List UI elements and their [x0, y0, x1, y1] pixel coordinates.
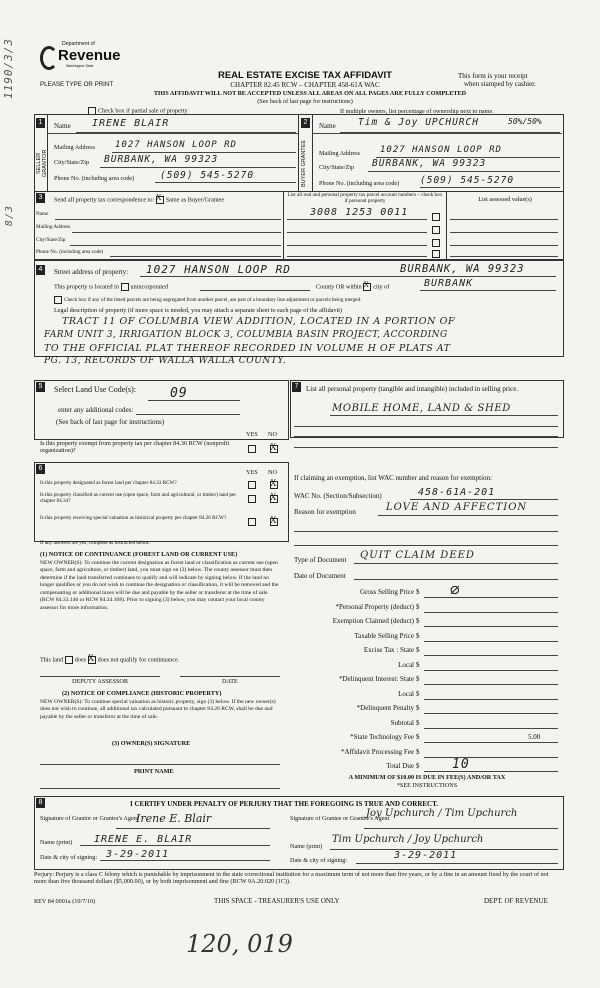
seller-name-label: Name	[54, 122, 71, 130]
property-street[interactable]: 1027 HANSON LOOP RD	[146, 263, 291, 276]
bottom-handwritten-number: 120, 019	[186, 930, 293, 958]
sec3-phone-label: Phone No. (including area code)	[36, 249, 104, 255]
see-instructions: *SEE INSTRUCTIONS	[396, 782, 458, 789]
buyer-phone[interactable]: (509) 545-5270	[420, 175, 515, 186]
receipt-1: This form is your receipt	[458, 72, 528, 80]
legal-label: Legal description of property (if more space is needed, you may attach a separate sheet to each page of the affidavit)	[54, 307, 342, 314]
doc-type-label: Type of Document	[294, 556, 347, 564]
dept-revenue: DEPT. OF REVENUE	[484, 897, 548, 905]
section-4-number: 4	[36, 265, 45, 275]
grantee-signature[interactable]: Joy Upchurch / Tim Upchurch	[366, 808, 518, 819]
buyer-percentage[interactable]: 50%/50%	[508, 117, 542, 126]
section-5-number: 5	[36, 382, 45, 392]
buyer-name-label: Name	[319, 122, 336, 130]
notice-2-title: (2) NOTICE OF COMPLIANCE (HISTORIC PROPERTY)	[62, 690, 222, 697]
same-as-buyer-checkbox[interactable]: X	[156, 196, 164, 204]
legal-line-3[interactable]: TO THE OFFICIAL PLAT THEREOF RECORDED IN VOLUME H OF PLATS AT	[44, 343, 451, 354]
legal-line-2[interactable]: FARM UNIT 3, IRRIGATION BLOCK 3, COLUMBIA BASIN PROJECT, ACCORDING	[44, 330, 448, 340]
parcel-3-personal-checkbox[interactable]	[432, 239, 440, 247]
partial-sale[interactable]: Check box if partial sale of property	[88, 107, 188, 115]
tax-row: *Delinquent Interest: State $	[294, 675, 560, 689]
parcel-4-personal-checkbox[interactable]	[432, 250, 440, 258]
parcel-1-personal-checkbox[interactable]	[432, 213, 440, 221]
sec6-no: NO	[268, 469, 277, 476]
grantor-print-name[interactable]: IRENE E. BLAIR	[94, 834, 193, 845]
parcel-list-label: List all real and personal property tax parcel account numbers – check box if personal property	[287, 192, 443, 204]
notice-2-text: NEW OWNER(S): To continue special valuation as historic property, sign (3) below. If the new owner(s) does not wish to continue, all additional tax calculated pursuant to chapter 84.26 RCW, shall be due and payable by the seller or transferor at the time of sale.	[40, 699, 276, 720]
seller-phone[interactable]: (509) 545-5270	[160, 170, 255, 181]
form-title: REAL ESTATE EXCISE TAX AFFIDAVIT	[217, 70, 392, 81]
logo-sub: Washington State	[66, 64, 94, 68]
tax-row: *State Technology Fee $ 5.00	[294, 733, 560, 747]
minimum-due: A MINIMUM OF $10.00 IS DUE IN FEE(S) AND/OR TAX	[348, 774, 506, 781]
seller-city[interactable]: BURBANK, WA 99323	[104, 154, 219, 165]
multiple-owners-note: If multiple owners, list percentage of ownership next to name.	[340, 108, 494, 115]
personal-property-label: List all personal property (tangible and intangible) included in selling price.	[306, 385, 519, 393]
land-use-code[interactable]: 09	[170, 386, 188, 401]
see-back: (See back of last page for instructions)	[257, 98, 353, 105]
perjury-note: Perjury: Perjury is a class C felony which is punishable by imprisonment in the state correctional institution for a maximum term of not more than five years, or by a fine in an amount fixed by the court of not more than five thousand dollars ($5,000.00), or by both imprisonment and fine (RCW 9A.20.020 (1C)).	[34, 871, 549, 886]
doc-date-label: Date of Document	[294, 572, 346, 580]
legal-line-1[interactable]: TRACT 11 OF COLUMBIA VIEW ADDITION, LOCATED IN A PORTION OF	[62, 316, 456, 327]
deputy-assessor-label: DEPUTY ASSESSOR	[72, 678, 128, 685]
parcel-2-personal-checkbox[interactable]	[432, 226, 440, 234]
grantee-print-name[interactable]: Tim Upchurch / Joy Upchurch	[332, 834, 484, 845]
parcel-number[interactable]: 3008 1253 0011	[310, 207, 409, 218]
logo-main: Revenue	[58, 47, 121, 64]
wac-label: WAC No. (Section/Subsection)	[294, 492, 382, 500]
historic-no-checkbox[interactable]: X	[270, 515, 277, 525]
grantor-date-label: Date & city of signing:	[40, 854, 98, 861]
unincorporated-checkbox[interactable]	[121, 283, 129, 291]
form-revision: REV 84 0001a (10/7/10)	[34, 898, 96, 905]
property-city[interactable]: BURBANK, WA 99323	[400, 263, 525, 275]
side-stamp: 1190/3/3	[2, 38, 15, 99]
sec3-name-label: Name	[36, 211, 49, 217]
tax-row: Total Due $ 10	[294, 762, 560, 776]
land-use-label: Select Land Use Code(s):	[54, 385, 136, 394]
seller-name[interactable]: IRENE BLAIR	[92, 118, 170, 129]
notice-3-title: (3) OWNER(S) SIGNATURE	[112, 740, 191, 747]
seller-addr-label: Mailing Address	[54, 144, 96, 151]
grantee-date-label: Date & city of signing:	[290, 857, 348, 864]
grantor-date[interactable]: 3-29-2011	[106, 849, 170, 860]
notice-1-title: (1) NOTICE OF CONTINUANCE (FOREST LAND OR CURRENT USE)	[40, 551, 238, 558]
historic-question: Is this property receiving special valuation as historical property per chapter 84.26 RCW?	[40, 515, 227, 521]
please-type: PLEASE TYPE OR PRINT	[40, 81, 114, 88]
print-name-label: PRINT NAME	[134, 768, 174, 775]
exemption-reason[interactable]: LOVE AND AFFECTION	[386, 502, 528, 513]
forest-question: Is this property designated as forest land per chapter 84.33 RCW?	[40, 480, 177, 486]
personal-property-value[interactable]: MOBILE HOME, LAND & SHED	[332, 403, 511, 414]
section-1-number: 1	[36, 118, 45, 128]
does-checkbox[interactable]	[65, 656, 73, 664]
tax-row: Local $	[294, 661, 560, 675]
date-label: DATE	[222, 678, 238, 685]
tax-row: Local $	[294, 690, 560, 704]
sec6-yes: YES	[246, 469, 258, 476]
seller-city-label: City/State/Zip	[54, 159, 90, 166]
sec5-no: NO	[268, 431, 277, 438]
tax-row: Exemption Claimed (deduct) $	[294, 617, 560, 631]
exempt-yes-checkbox[interactable]	[248, 445, 256, 453]
exemption-label: If claiming an exemption, list WAC number and reason for exemption:	[294, 474, 492, 482]
seller-side-label: SELLER GRANTOR	[36, 149, 48, 177]
treasurer-space: THIS SPACE - TREASURER'S USE ONLY	[214, 897, 340, 905]
additional-codes-label: enter any additional codes:	[58, 406, 134, 414]
buyer-name[interactable]: Tim & Joy UPCHURCH	[358, 117, 479, 128]
any-yes-note: If any answers are yes, complete as instructed below.	[40, 540, 151, 546]
section-8-number: 8	[36, 798, 45, 808]
continuance-line: This land does X does not qualify for continuance.	[40, 653, 180, 664]
grantor-signature[interactable]: Irene E. Blair	[136, 812, 212, 825]
buyer-city[interactable]: BURBANK, WA 99323	[372, 158, 487, 169]
legal-line-4[interactable]: PG. 13, RECORDS OF WALLA WALLA COUNTY.	[44, 356, 287, 366]
receipt-2: when stamped by cashier.	[464, 80, 536, 88]
city-of-checkbox[interactable]: X	[363, 283, 371, 291]
seller-phone-label: Phone No. (including area code)	[54, 175, 135, 182]
sec5-see-back: (See back of last page for instructions)	[56, 418, 165, 426]
wac-number[interactable]: 458-61A-201	[418, 487, 496, 498]
sec5-yes: YES	[246, 431, 258, 438]
notice-1-text: NEW OWNER(S): To continue the current designation as forest land or classification as current use (open space, farm and agriculture, or timber) land, you must sign on (3) below. The county assessor must then determine if the land transferred continues to qualify and will indicate by signing below. If the land no longer qualifies or you do not wish to continue the designation or classification, it will be removed and the compensating or additional taxes will be due and payable by the seller or transferor at the time of sale. (RCW 84.33.140 or RCW 84.34.108). Prior to signing (3) below, you may contact your local county assessor for more information.	[40, 560, 279, 611]
warning-line: THIS AFFIDAVIT WILL NOT BE ACCEPTED UNLESS ALL AREAS ON ALL PAGES ARE FULLY COMPLETED	[153, 90, 467, 97]
located-city[interactable]: BURBANK	[424, 278, 474, 289]
section-2-number: 2	[301, 118, 310, 128]
segregation-checkbox[interactable]	[54, 296, 62, 304]
chapter-line: CHAPTER 82.45 RCW – CHAPTER 458-61A WAC	[230, 81, 380, 89]
reason-label: Reason for exemption	[294, 508, 356, 516]
certify-statement: I CERTIFY UNDER PENALTY OF PERJURY THAT THE FOREGOING IS TRUE AND CORRECT.	[130, 800, 439, 808]
grantor-sig-label: Signature of Grantor or Grantor's Agent	[40, 815, 139, 822]
section-3-number: 3	[36, 193, 45, 203]
tax-row: Excise Tax : State $	[294, 646, 560, 660]
historic-yes-checkbox[interactable]	[248, 518, 256, 526]
logo-top: Department of	[62, 41, 95, 47]
current-use-no-checkbox[interactable]: X	[270, 492, 277, 502]
assessed-value-label: List assessed value(s)	[478, 196, 532, 203]
send-correspondence: Send all property tax correspondence to: X Same as Buyer/Grantee	[54, 193, 225, 204]
tax-row: *Affidavit Processing Fee $	[294, 748, 560, 762]
seller-address[interactable]: 1027 HANSON LOOP RD	[115, 140, 237, 150]
does-not-checkbox[interactable]: X	[87, 653, 95, 663]
located-in: This property is located in unincorporated	[54, 283, 168, 291]
buyer-address[interactable]: 1027 HANSON LOOP RD	[380, 145, 502, 155]
exempt-no-checkbox[interactable]: X	[270, 442, 277, 452]
section-6-number: 6	[36, 464, 45, 474]
side-note: 8/3	[4, 205, 15, 227]
grantor-name-label: Name (print)	[40, 839, 73, 846]
forest-yes-checkbox[interactable]	[248, 481, 256, 489]
county-within: County OR within X city of	[316, 280, 390, 291]
tax-row: Subtotal $	[294, 719, 560, 733]
buyer-city-label: City/State/Zip	[319, 164, 355, 171]
tax-row: Gross Selling Price $ ∅	[294, 588, 560, 602]
grantee-date[interactable]: 3-29-2011	[394, 850, 458, 861]
grantee-sig-label: Signature of Grantee or Grantee's Agent	[290, 815, 390, 822]
forest-no-checkbox[interactable]: X	[270, 478, 277, 488]
buyer-addr-label: Mailing Address	[319, 150, 361, 157]
tax-row: Taxable Selling Price $	[294, 632, 560, 646]
logo-swoosh-icon	[40, 46, 58, 70]
sec3-addr-label: Mailing Address	[36, 224, 71, 230]
grantee-name-label: Name (print)	[290, 843, 323, 850]
tax-row: *Personal Property (deduct) $	[294, 603, 560, 617]
buyer-phone-label: Phone No. (including area code)	[319, 180, 400, 187]
section-7-number: 7	[292, 382, 301, 392]
exempt-question: Is this property exempt from property tax per chapter 84.36 RCW (nonprofit organization)?	[40, 440, 230, 455]
current-use-yes-checkbox[interactable]	[248, 495, 256, 503]
tax-row: *Delinquent Penalty $	[294, 704, 560, 718]
buyer-side-label: BUYER GRANTEE	[301, 139, 307, 187]
segregation-check[interactable]: Check box if any of the listed parcels are being segregated from another parcel, are part of a boundary line adjustment or parcels being merged.	[54, 296, 362, 304]
current-use-question: Is this property classified as current use (open space, farm and agricultural, or timber) land per chapter 84.34?	[40, 492, 237, 504]
doc-type[interactable]: QUIT CLAIM DEED	[360, 550, 475, 561]
sec3-city-label: City/State/Zip	[36, 237, 66, 243]
street-label: Street address of property:	[54, 268, 129, 276]
